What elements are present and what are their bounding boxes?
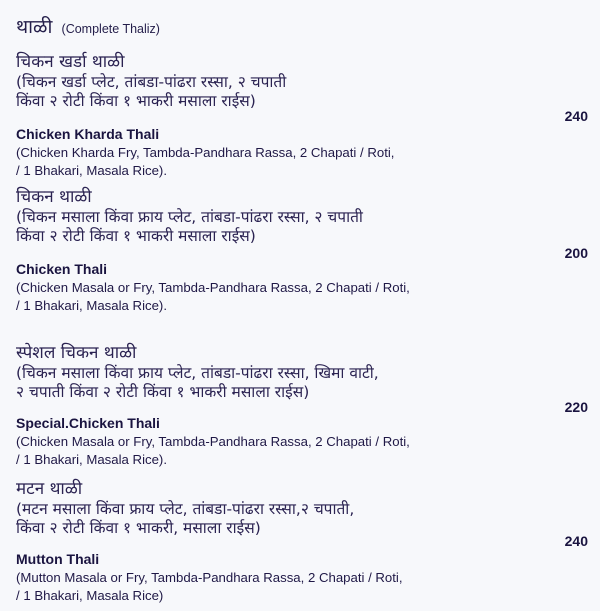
item-name-marathi: स्पेशल चिकन थाळी xyxy=(16,343,137,363)
item-name-marathi: मटन थाळी xyxy=(16,479,83,499)
item-desc-marathi-line1: (मटन मसाला किंवा फ्राय प्लेट, तांबडा-पांढरा रस्सा,२ चपाती, xyxy=(16,500,355,518)
menu-section-header xyxy=(16,13,160,39)
item-desc-marathi-line2: किंवा २ रोटी किंवा १ भाकरी मसाला राईस) xyxy=(16,227,256,245)
item-desc-english-line1: (Chicken Masala or Fry, Tambda-Pandhara Rassa, 2 Chapati / Roti, xyxy=(16,280,410,295)
item-name-english: Special.Chicken Thali xyxy=(16,415,160,431)
section-title-marathi: थाळी xyxy=(16,16,53,38)
item-name-marathi: चिकन खर्डा थाळी xyxy=(16,52,125,72)
item-price: 240 xyxy=(564,108,588,124)
item-desc-english-line2: / 1 Bhakari, Masala Rice). xyxy=(16,452,167,467)
item-desc-marathi-line1: (चिकन मसाला किंवा फ्राय प्लेट, तांबडा-पांढरा रस्सा, खिमा वाटी, xyxy=(16,364,379,382)
item-desc-english-line2: / 1 Bhakari, Masala Rice) xyxy=(16,588,164,603)
item-name-marathi: चिकन थाळी xyxy=(16,187,92,207)
item-name-english: Chicken Thali xyxy=(16,261,108,277)
item-price: 220 xyxy=(564,399,588,415)
item-desc-english-line2: / 1 Bhakari, Masala Rice). xyxy=(16,163,167,178)
item-name-english: Chicken Kharda Thali xyxy=(16,126,160,142)
item-price: 240 xyxy=(564,533,588,549)
item-desc-marathi-line2: किंवा २ रोटी किंवा १ भाकरी मसाला राईस) xyxy=(16,92,256,110)
item-name-english: Mutton Thali xyxy=(16,551,100,567)
menu-item-mutton-thali xyxy=(16,479,588,609)
section-title-english: (Complete Thaliz) xyxy=(61,22,160,36)
item-price: 200 xyxy=(564,245,588,261)
item-desc-marathi-line2: किंवा २ रोटी किंवा १ भाकरी, मसाला राईस) xyxy=(16,519,261,537)
item-desc-marathi-line2: २ चपाती किंवा २ रोटी किंवा १ भाकरी मसाला राईस) xyxy=(16,383,310,401)
item-desc-english-line1: (Mutton Masala or Fry, Tambda-Pandhara Rassa, 2 Chapati / Roti, xyxy=(16,570,403,585)
item-desc-english-line1: (Chicken Kharda Fry, Tambda-Pandhara Rassa, 2 Chapati / Roti, xyxy=(16,145,395,160)
menu-item-chicken-thali xyxy=(16,187,588,317)
item-desc-english-line2: / 1 Bhakari, Masala Rice). xyxy=(16,298,167,313)
menu-item-special-chicken-thali xyxy=(16,343,588,473)
item-desc-english-line1: (Chicken Masala or Fry, Tambda-Pandhara Rassa, 2 Chapati / Roti, xyxy=(16,434,410,449)
menu-item-chicken-kharda-thali xyxy=(16,52,588,182)
item-desc-marathi-line1: (चिकन खर्डा प्लेट, तांबडा-पांढरा रस्सा, २ चपाती xyxy=(16,73,287,91)
item-desc-marathi-line1: (चिकन मसाला किंवा फ्राय प्लेट, तांबडा-पांढरा रस्सा, २ चपाती xyxy=(16,208,363,226)
